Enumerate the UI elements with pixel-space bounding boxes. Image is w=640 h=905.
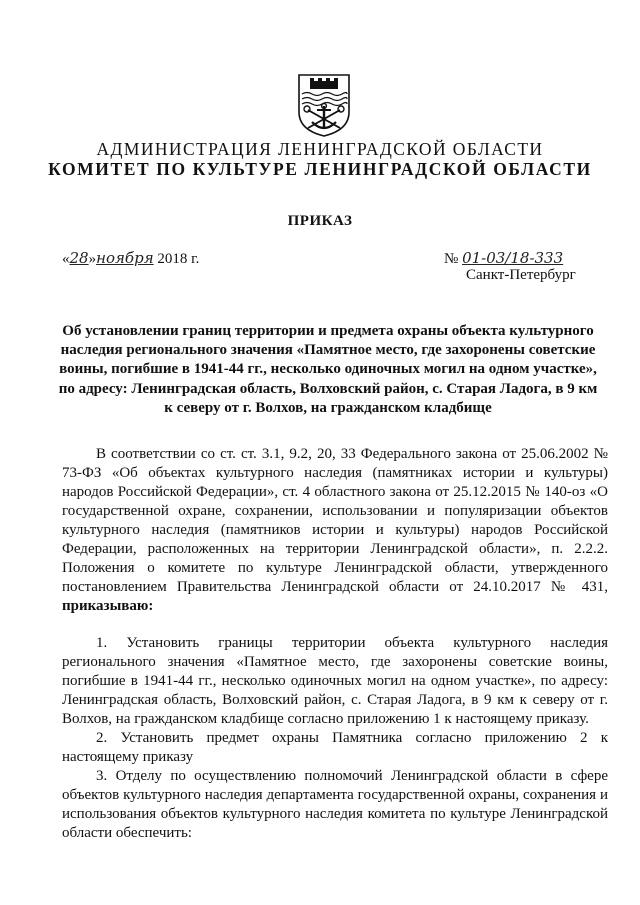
preamble-text: В соответствии со ст. ст. 3.1, 9.2, 20, 33 Федерального закона от 25.06.2002 № 73-ФЗ «Об объектах культурного наследия (памятниках истории и культуры) народов Российской Федерации», ст. 4 областного закона от 25.12.2015 № 140-оз «О государственной охране, сохранении, использовании и популяризации объектов культурного наследия (памятников истории и культуры) народов Российской Федерации, расположенных на территории Ленинградской области», п. 2.2.2. Положения о комитете по культуре Ленинградской области, утвержденного постановлением Правительства Ленинградской области от 24.10.2017 № 431,: [62, 446, 608, 595]
date-month: ноября: [96, 249, 154, 267]
date-close-quote: »: [88, 251, 97, 267]
date-day: 28: [69, 249, 89, 267]
committee-name: КОМИТЕТ ПО КУЛЬТУРЕ ЛЕНИНГРАДСКОЙ ОБЛАСТИ: [48, 159, 592, 179]
date-year: 2018 г.: [157, 251, 200, 267]
document-number: [444, 249, 563, 268]
order-item-3: 3. Отделу по осуществлению полномочий Ленинградской области в сфере объектов культурного наследия департамента государственной охраны, сохранения и использования объектов культурного наследия комитета по культуре Ленинградской области обеспечить:: [62, 768, 608, 841]
preamble-paragraph: [62, 445, 608, 616]
order-word: приказываю:: [62, 598, 154, 614]
document-body: [62, 445, 608, 843]
number-value: 01-03/18-333: [462, 249, 564, 267]
document-city: Санкт-Петербург: [466, 267, 576, 283]
order-item-2: 2. Установить предмет охраны Памятника согласно приложению 2 к настоящему приказу: [62, 730, 608, 765]
organization-name: АДМИНИСТРАЦИЯ ЛЕНИНГРАДСКОЙ ОБЛАСТИ: [96, 139, 544, 159]
number-prefix: №: [444, 251, 459, 267]
date-open-quote: «: [62, 251, 70, 267]
document-date: [62, 249, 199, 268]
document-title: ПРИКАЗ: [287, 213, 353, 229]
coat-of-arms-icon: [296, 72, 352, 138]
document-subject: Об установлении границ территории и предмета охраны объекта культурного наследия регионального значения «Памятное место, где захоронены советские воины, погибшие в 1941-44 гг., несколько одиночных могил на одном участке», по адресу: Ленинградская область, Волховский район, с. Старая Ладога, в 9 км к северу от г. Волхов, на гражданском кладбище: [58, 323, 598, 416]
order-item-1: 1. Установить границы территории объекта культурного наследия регионального значения «Памятное место, где захоронены советские воины, погибшие в 1941-44 гг., несколько одиночных могил на одном участке», по адресу: Ленинградская область, Волховский район, с. Старая Ладога, в 9 км к северу от г. Волхов, на гражданском кладбище согласно приложению 1 к настоящему приказу.: [62, 635, 608, 727]
